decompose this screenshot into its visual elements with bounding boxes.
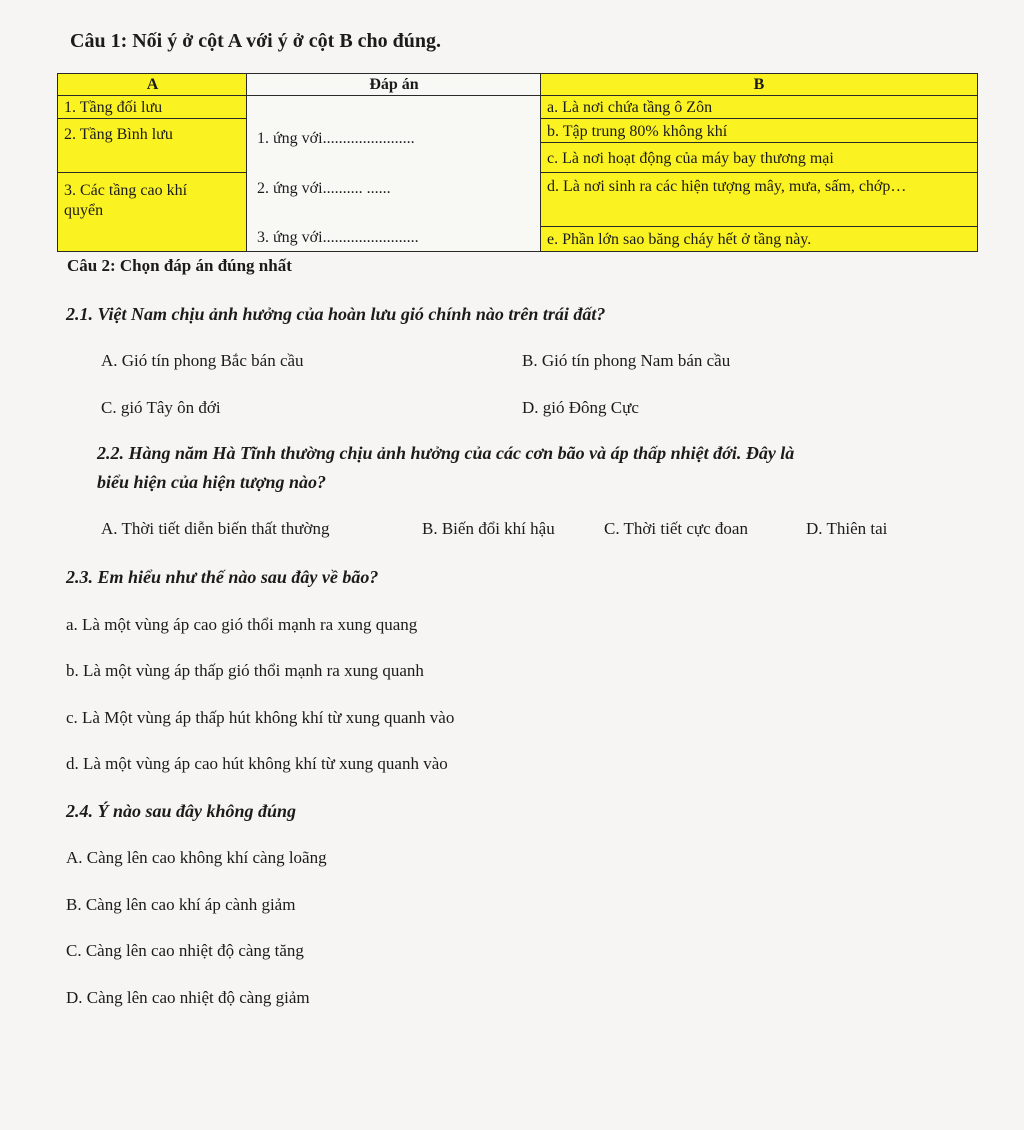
option-2-3-b[interactable]: b. Là một vùng áp thấp gió thổi mạnh ra xung quanh [66, 661, 424, 680]
option-2-4-d[interactable]: D. Càng lên cao nhiệt độ càng giảm [66, 988, 310, 1007]
option-2-2-b[interactable]: B. Biến đổi khí hậu [422, 519, 555, 538]
option-2-1-a[interactable]: A. Gió tín phong Bắc bán cầu [101, 351, 304, 370]
col-a-item: 2. Tầng Bình lưu [57, 118, 248, 174]
option-2-1-b[interactable]: B. Gió tín phong Nam bán cầu [522, 351, 731, 370]
col-b-item [540, 172, 978, 228]
answer-blank-2[interactable]: 2. ứng với.......... ...... [257, 180, 391, 197]
col-a-item: 1. Tầng đối lưu [57, 95, 248, 120]
option-2-4-c[interactable]: C. Càng lên cao nhiệt độ càng tăng [66, 941, 304, 960]
option-2-4-a[interactable]: A. Càng lên cao không khí càng loãng [66, 848, 327, 867]
question-1-title: Câu 1: Nối ý ở cột A với ý ở cột B cho đúng. [70, 30, 442, 52]
col-a-item [57, 172, 248, 252]
option-2-1-c[interactable]: C. gió Tây ôn đới [101, 398, 221, 417]
option-2-2-c[interactable]: C. Thời tiết cực đoan [604, 519, 748, 538]
option-2-3-d[interactable]: d. Là một vùng áp cao hút không khí từ xung quanh vào [66, 754, 448, 773]
answer-blank-1[interactable]: 1. ứng với....................... [257, 130, 415, 147]
col-b-item: a. Là nơi chứa tầng ô Zôn [540, 95, 978, 120]
question-2-2-line1: 2.2. Hàng năm Hà Tĩnh thường chịu ảnh hưởng của các cơn bão và áp thấp nhiệt đới. Đây là [97, 443, 795, 463]
answer-blank-3[interactable]: 3. ứng với........................ [257, 229, 419, 246]
col-b-item-text: d. Là nơi sinh ra các hiện tượng mây, mưa, sấm, chớp… [547, 178, 907, 195]
option-2-3-c[interactable]: c. Là Một vùng áp thấp hút không khí từ xung quanh vào [66, 708, 455, 727]
option-2-4-b[interactable]: B. Càng lên cao khí áp cành giảm [66, 895, 296, 914]
option-2-2-a[interactable]: A. Thời tiết diễn biến thất thường [101, 519, 330, 538]
header-col-b: B [540, 73, 978, 97]
col-a-item-text: 3. Các tầng cao khí quyển [64, 182, 188, 219]
question-2-2-line2: biểu hiện của hiện tượng nào? [97, 472, 326, 492]
answer-column [246, 95, 542, 252]
col-b-item: e. Phần lớn sao băng cháy hết ở tầng này. [540, 226, 978, 252]
question-2-4: 2.4. Ý nào sau đây không đúng [66, 801, 297, 821]
option-2-1-d[interactable]: D. gió Đông Cực [522, 398, 639, 417]
question-2-3: 2.3. Em hiểu như thế nào sau đây về bão? [66, 567, 379, 587]
col-b-item: c. Là nơi hoạt động của máy bay thương mại [540, 142, 978, 174]
question-2-title: Câu 2: Chọn đáp án đúng nhất [67, 256, 292, 275]
question-2-1: 2.1. Việt Nam chịu ảnh hưởng của hoàn lưu gió chính nào trên trái đất? [66, 304, 606, 324]
header-col-answer: Đáp án [246, 73, 542, 97]
header-col-a: A [57, 73, 248, 97]
col-b-item: b. Tập trung 80% không khí [540, 118, 978, 144]
option-2-3-a[interactable]: a. Là một vùng áp cao gió thổi mạnh ra xung quang [66, 615, 418, 634]
option-2-2-d[interactable]: D. Thiên tai [806, 519, 888, 538]
